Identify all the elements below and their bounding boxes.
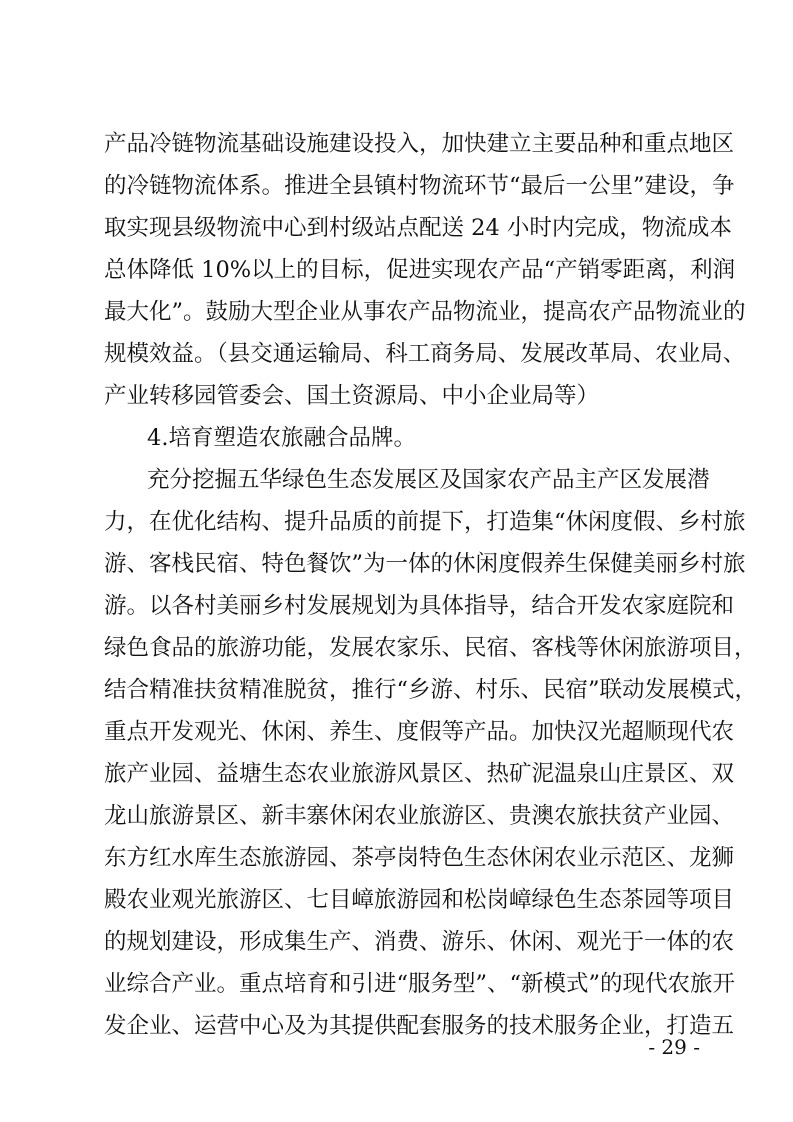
text-line: 充分挖掘五华绿色生态发展区及国家农产品主产区发展潜 — [147, 467, 710, 493]
text-line: 龙山旅游景区、新丰寨休闲农业旅游区、贵澳农旅扶贫产业园、 — [104, 803, 735, 829]
text-line: 东方红水库生态旅游园、茶亭岗特色生态休闲农业示范区、龙狮 — [104, 845, 735, 871]
text-line: 重点开发观光、休闲、养生、度假等产品。加快汉光超顺现代农 — [104, 719, 735, 745]
text-line: 结合精准扶贫精准脱贫，推行“乡游、村乐、民宿”联动发展模式， — [104, 677, 758, 703]
text-line: 取实现县级物流中心到村级站点配送 24 小时内完成，物流成本 — [104, 215, 732, 241]
text-line: 规模效益。（县交通运输局、科工商务局、发展改革局、农业局、 — [104, 341, 746, 367]
text-line: 游。以各村美丽乡村发展规划为具体指导，结合开发农家庭院和 — [104, 593, 735, 619]
text-line: 业综合产业。重点培育和引进“服务型”、“新模式”的现代农旅开 — [104, 971, 736, 997]
text-line: 旅产业园、益塘生态农业旅游风景区、热矿泥温泉山庄景区、双 — [104, 761, 735, 787]
page-number: - 29 - — [648, 1035, 700, 1059]
text-line: 殿农业观光旅游区、七目嶂旅游园和松岗嶂绿色生态茶园等项目 — [104, 887, 735, 913]
text-line: 的规划建设，形成集生产、消费、游乐、休闲、观光于一体的农 — [104, 929, 735, 955]
text-line: 产品冷链物流基础设施建设投入，加快建立主要品种和重点地区 — [104, 131, 735, 157]
text-line: 绿色食品的旅游功能，发展农家乐、民宿、客栈等休闲旅游项目， — [104, 635, 757, 661]
text-line: 发企业、运营中心及为其提供配套服务的技术服务企业，打造五 — [104, 1013, 735, 1039]
section-heading: 4.培育塑造农旅融合品牌。 — [147, 425, 416, 451]
text-line: 总体降低 10%以上的目标，促进实现农产品“产销零距离，利润 — [104, 257, 736, 283]
text-line: 产业转移园管委会、国土资源局、中小企业局等） — [104, 383, 600, 409]
text-line: 的冷链物流体系。推进全县镇村物流环节“最后一公里”建设，争 — [104, 173, 735, 199]
text-line: 游、客栈民宿、特色餐饮”为一体的休闲度假养生保健美丽乡村旅 — [104, 551, 746, 577]
text-line: 力，在优化结构、提升品质的前提下，打造集“休闲度假、乡村旅 — [104, 509, 746, 535]
text-line: 最大化”。鼓励大型企业从事农产品物流业，提高农产品物流业的 — [104, 299, 746, 325]
